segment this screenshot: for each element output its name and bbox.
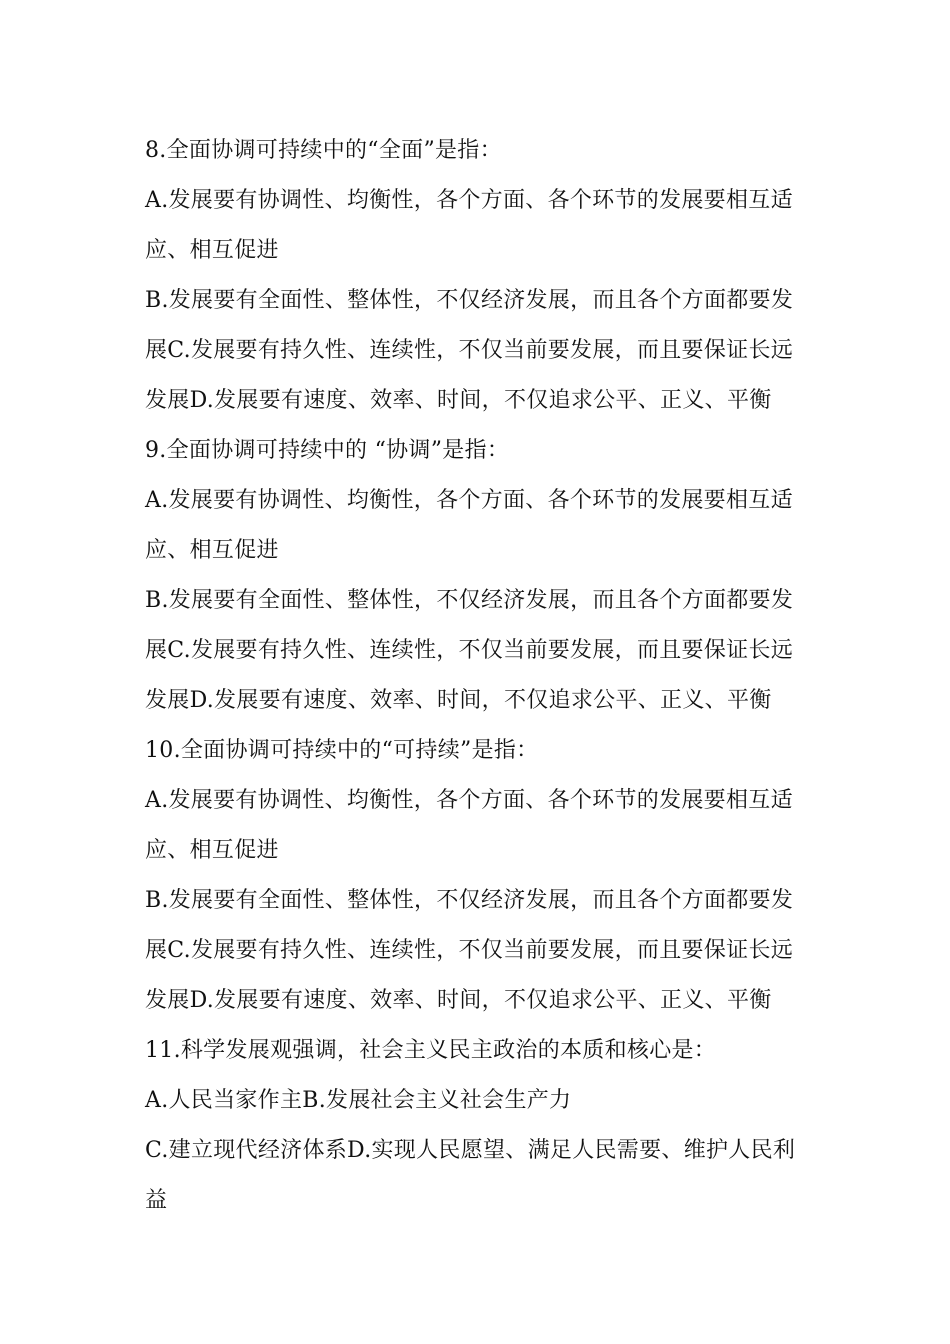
question-8-option-line: 展C.发展要有持久性、连续性，不仅当前要发展，而且要保证长远 [145, 338, 794, 363]
question-10-option-line: 展C.发展要有持久性、连续性，不仅当前要发展，而且要保证长远 [145, 938, 794, 963]
question-8-option-line: 发展D.发展要有速度、效率、时间，不仅追求公平、正义、平衡 [145, 388, 772, 413]
question-10-option-line: B.发展要有全面性、整体性，不仅经济发展，而且各个方面都要发 [145, 888, 794, 913]
question-9-option-line: A.发展要有协调性、均衡性，各个方面、各个环节的发展要相互适 [145, 488, 793, 513]
question-11-option-line: A.人民当家作主B.发展社会主义社会生产力 [145, 1088, 572, 1113]
question-9-option-line: 展C.发展要有持久性、连续性，不仅当前要发展，而且要保证长远 [145, 638, 794, 663]
question-11-option-line: C.建立现代经济体系D.实现人民愿望、满足人民需要、维护人民利 [145, 1138, 796, 1163]
question-9-option-line: B.发展要有全面性、整体性，不仅经济发展，而且各个方面都要发 [145, 588, 794, 613]
question-9-title: 9.全面协调可持续中的 “协调”是指： [145, 438, 510, 463]
question-8-option-line: B.发展要有全面性、整体性，不仅经济发展，而且各个方面都要发 [145, 288, 794, 313]
question-10-option-line: 发展D.发展要有速度、效率、时间，不仅追求公平、正义、平衡 [145, 988, 772, 1013]
question-11-title: 11.科学发展观强调，社会主义民主政治的本质和核心是： [145, 1038, 717, 1063]
question-9-option-line: 发展D.发展要有速度、效率、时间，不仅追求公平、正义、平衡 [145, 688, 772, 713]
question-8-option-line: A.发展要有协调性、均衡性，各个方面、各个环节的发展要相互适 [145, 188, 793, 213]
question-9-option-line: 应、相互促进 [145, 538, 279, 563]
question-8-title: 8.全面协调可持续中的“全面”是指： [145, 138, 502, 163]
question-11-option-line: 益 [145, 1188, 168, 1213]
question-10-option-line: A.发展要有协调性、均衡性，各个方面、各个环节的发展要相互适 [145, 788, 793, 813]
question-10-title: 10.全面协调可持续中的“可持续”是指： [145, 738, 539, 763]
question-10-option-line: 应、相互促进 [145, 838, 279, 863]
question-8-option-line: 应、相互促进 [145, 238, 279, 263]
